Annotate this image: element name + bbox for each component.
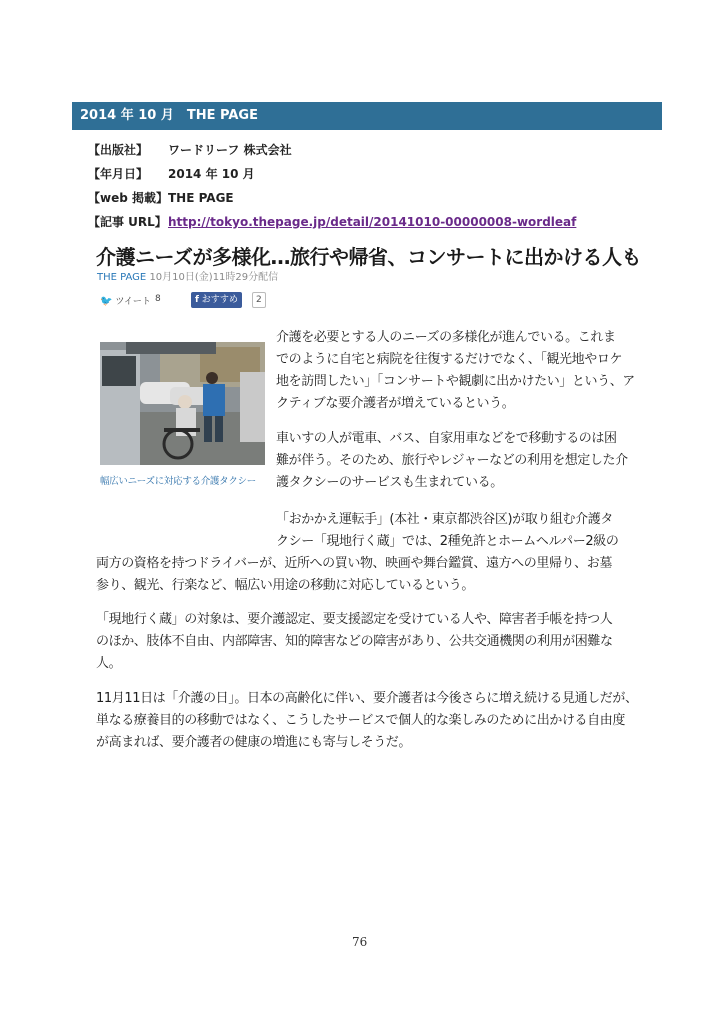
text-line: 参り、観光、行楽など、幅広い用途の移動に対応しているという。 [96, 578, 475, 593]
twitter-bird-icon: 🐦 [100, 296, 113, 307]
care-taxi-photo-image [100, 342, 265, 465]
article-dateline [97, 268, 278, 283]
tweet-button[interactable] [100, 294, 151, 307]
publication-meta [88, 138, 576, 234]
text-line: のほか、肢体不自由、内部障害、知的障害などの障害があり、公共交通機関の利用が困難な [96, 634, 613, 649]
article-paragraph-4 [96, 609, 613, 675]
text-line: クシー「現地行く蔵」では、2種免許とホームヘルパー2級の [276, 534, 619, 549]
meta-row-url [88, 210, 576, 234]
text-line: 難が伴う。そのため、旅行やレジャーなどの利用を想定した介 [276, 453, 628, 468]
photo-caption: 幅広いニーズに対応する介護タクシー [100, 476, 256, 487]
page-number: 76 [352, 935, 368, 949]
care-taxi-photo [100, 342, 265, 465]
text-line: 両方の資格を持つドライバーが、近所への買い物、映画や舞台鑑賞、遠方への里帰り、お墓 [96, 556, 612, 571]
meta-row-publisher [88, 138, 576, 162]
article-source: THE PAGE [97, 272, 147, 283]
facebook-label: おすすめ [201, 295, 238, 305]
meta-label: 【記事 URL】 [88, 215, 167, 229]
text-line: 「現地行く蔵」の対象は、要介護認定、要支援認定を受けている人や、障害者手帳を持つ人 [96, 612, 613, 627]
text-line: 11月11日は「介護の日」。日本の高齢化に伴い、要介護者は今後さらに増え続ける見通しだが、 [96, 691, 638, 706]
meta-value: ワードリーフ 株式会社 [168, 143, 292, 157]
meta-label: 【web 掲載】 [88, 191, 168, 205]
text-line: 地を訪問したい」「コンサートや観劇に出かけたい」という、ア [276, 374, 635, 389]
facebook-count: 2 [252, 292, 266, 308]
meta-value: 2014 年 10 月 [168, 167, 255, 181]
article-paragraph-1 [276, 327, 635, 415]
article-url-link[interactable]: http://tokyo.thepage.jp/detail/20141010-00000008-wordleaf [168, 215, 577, 229]
section-header-bar [72, 102, 662, 130]
text-line: 人。 [96, 656, 122, 671]
text-line: 単なる療養目的の移動ではなく、こうしたサービスで個人的な楽しみのために出かける自由度 [96, 713, 625, 728]
article-date: 10月10日(金)11時29分配信 [149, 272, 279, 283]
text-line: 「おかかえ運転手」(本社・東京都渋谷区)が取り組む介護タ [276, 512, 613, 527]
meta-row-date [88, 162, 576, 186]
article-headline: 介護ニーズが多様化…旅行や帰省、コンサートに出かける人も [96, 245, 641, 269]
tweet-count: 8 [155, 294, 161, 304]
text-line: でのように自宅と病院を往復するだけでなく、「観光地やロケ [276, 352, 623, 367]
facebook-icon: f [195, 295, 199, 305]
article-paragraph-2 [276, 428, 628, 494]
text-line: 車いすの人が電車、バス、自家用車などをで移動するのは困 [276, 431, 617, 446]
meta-row-web [88, 186, 576, 210]
meta-label: 【年月日】 [88, 167, 149, 181]
text-line: が高まれば、要介護者の健康の増進にも寄与しそうだ。 [96, 735, 412, 750]
text-line: 護タクシーのサービスも生まれている。 [276, 475, 503, 490]
article-paragraph-5 [96, 688, 638, 754]
facebook-recommend-button[interactable] [191, 292, 242, 308]
text-line: クティブな要介護者が増えているという。 [276, 396, 515, 411]
meta-value: THE PAGE [168, 191, 234, 205]
text-line: 介護を必要とする人のニーズの多様化が進んでいる。これま [276, 330, 616, 345]
meta-label: 【出版社】 [88, 143, 149, 157]
tweet-label: ツイート [115, 297, 151, 307]
section-header-title: 2014 年 10 月 THE PAGE [80, 108, 258, 123]
article-paragraph-3 [96, 509, 618, 597]
